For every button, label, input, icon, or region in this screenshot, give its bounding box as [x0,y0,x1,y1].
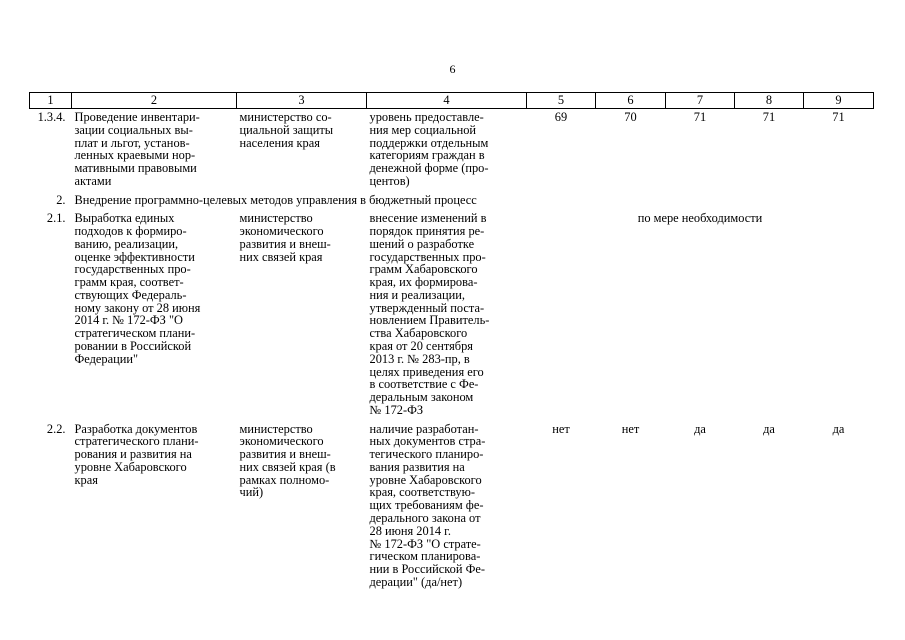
measure-name: Разработка документов стратегического плани- рования и развития на уровне Хабаровского края [74,421,199,487]
value-cell: да [694,421,706,436]
page-number: 6 [449,62,456,76]
column-number-row [30,93,874,109]
measure-name: Выработка единых подходов к формиро- ванию, реализации, оценке эффективности государственных про- грамм края, соответ- ствующих Федераль- ному закону от 28 июня 2014 г. № 172-ФЗ "О стратегическом плани- ровании в Российской Федерации" [74,211,201,366]
section-row [30,192,874,211]
executor-cell: министерство экономического развития и внеш- них связей края [239,211,331,264]
value-span-cell: по мере необходимости [637,211,763,226]
indicator-cell: уровень предоставле- ния мер социальной поддержки отдельным категориям граждан в денежной форме (про- центов) [369,110,489,188]
value-cell: 70 [624,110,637,124]
value-cell: нет [621,421,640,436]
indicator-cell: наличие разработан- ных документов стра- тегического планиро- вания развития на уровне Хабаровского края, соответствую- щих требованиям фе- дерального закона от 28 июня 2014 г. № 172-ФЗ "О страте- гическом планирова- нии в Российской Фе- дерации" (да/нет) [369,421,486,589]
value-cell: 71 [762,110,776,124]
column-header: 5 [527,93,596,109]
column-header: 9 [804,93,874,109]
table-row [30,210,874,420]
column-header: 4 [367,93,527,109]
executor-cell: министерство со- циальной защиты населения края [239,110,334,150]
column-header: 3 [237,93,367,109]
value-cell: да [763,421,775,436]
value-cell: 71 [693,110,707,124]
column-header: 2 [72,93,237,109]
row-number: 2.1. [46,211,66,226]
row-number: 2.2. [46,421,66,436]
indicator-cell: внесение изменений в порядок принятия ре- шений о разработке государственных про- грамм Хабаровского края, их формирова- ния и реализации, утвержденный поста- новлением Правитель- ства Хабаровского края от 20 сентября 2013 г. № 283-пр, в целях приведения его в соответствие с Фе- деральным законом № 172-ФЗ [369,211,490,417]
column-header: 8 [735,93,804,109]
program-table [29,92,874,593]
table-row [30,109,874,192]
executor-cell: министерство экономического развития и внеш- них связей края (в рамках полномо- чий) [239,421,336,500]
column-header: 1 [30,93,72,109]
value-cell: 71 [832,110,845,124]
column-header: 6 [596,93,666,109]
section-title: Внедрение программно-целевых методов управления в бюджетный процесс [74,192,477,207]
row-number: 1.3.4. [37,110,66,124]
measure-name: Проведение инвентари- зации социальных вы- плат и льгот, установ- ленных краевыми нор- мативными правовыми актами [74,110,200,188]
value-cell: нет [552,421,570,436]
value-cell: да [832,421,845,436]
table-row [30,421,874,593]
column-header: 7 [666,93,735,109]
value-cell: 69 [554,110,568,124]
row-number: 2. [56,192,66,207]
